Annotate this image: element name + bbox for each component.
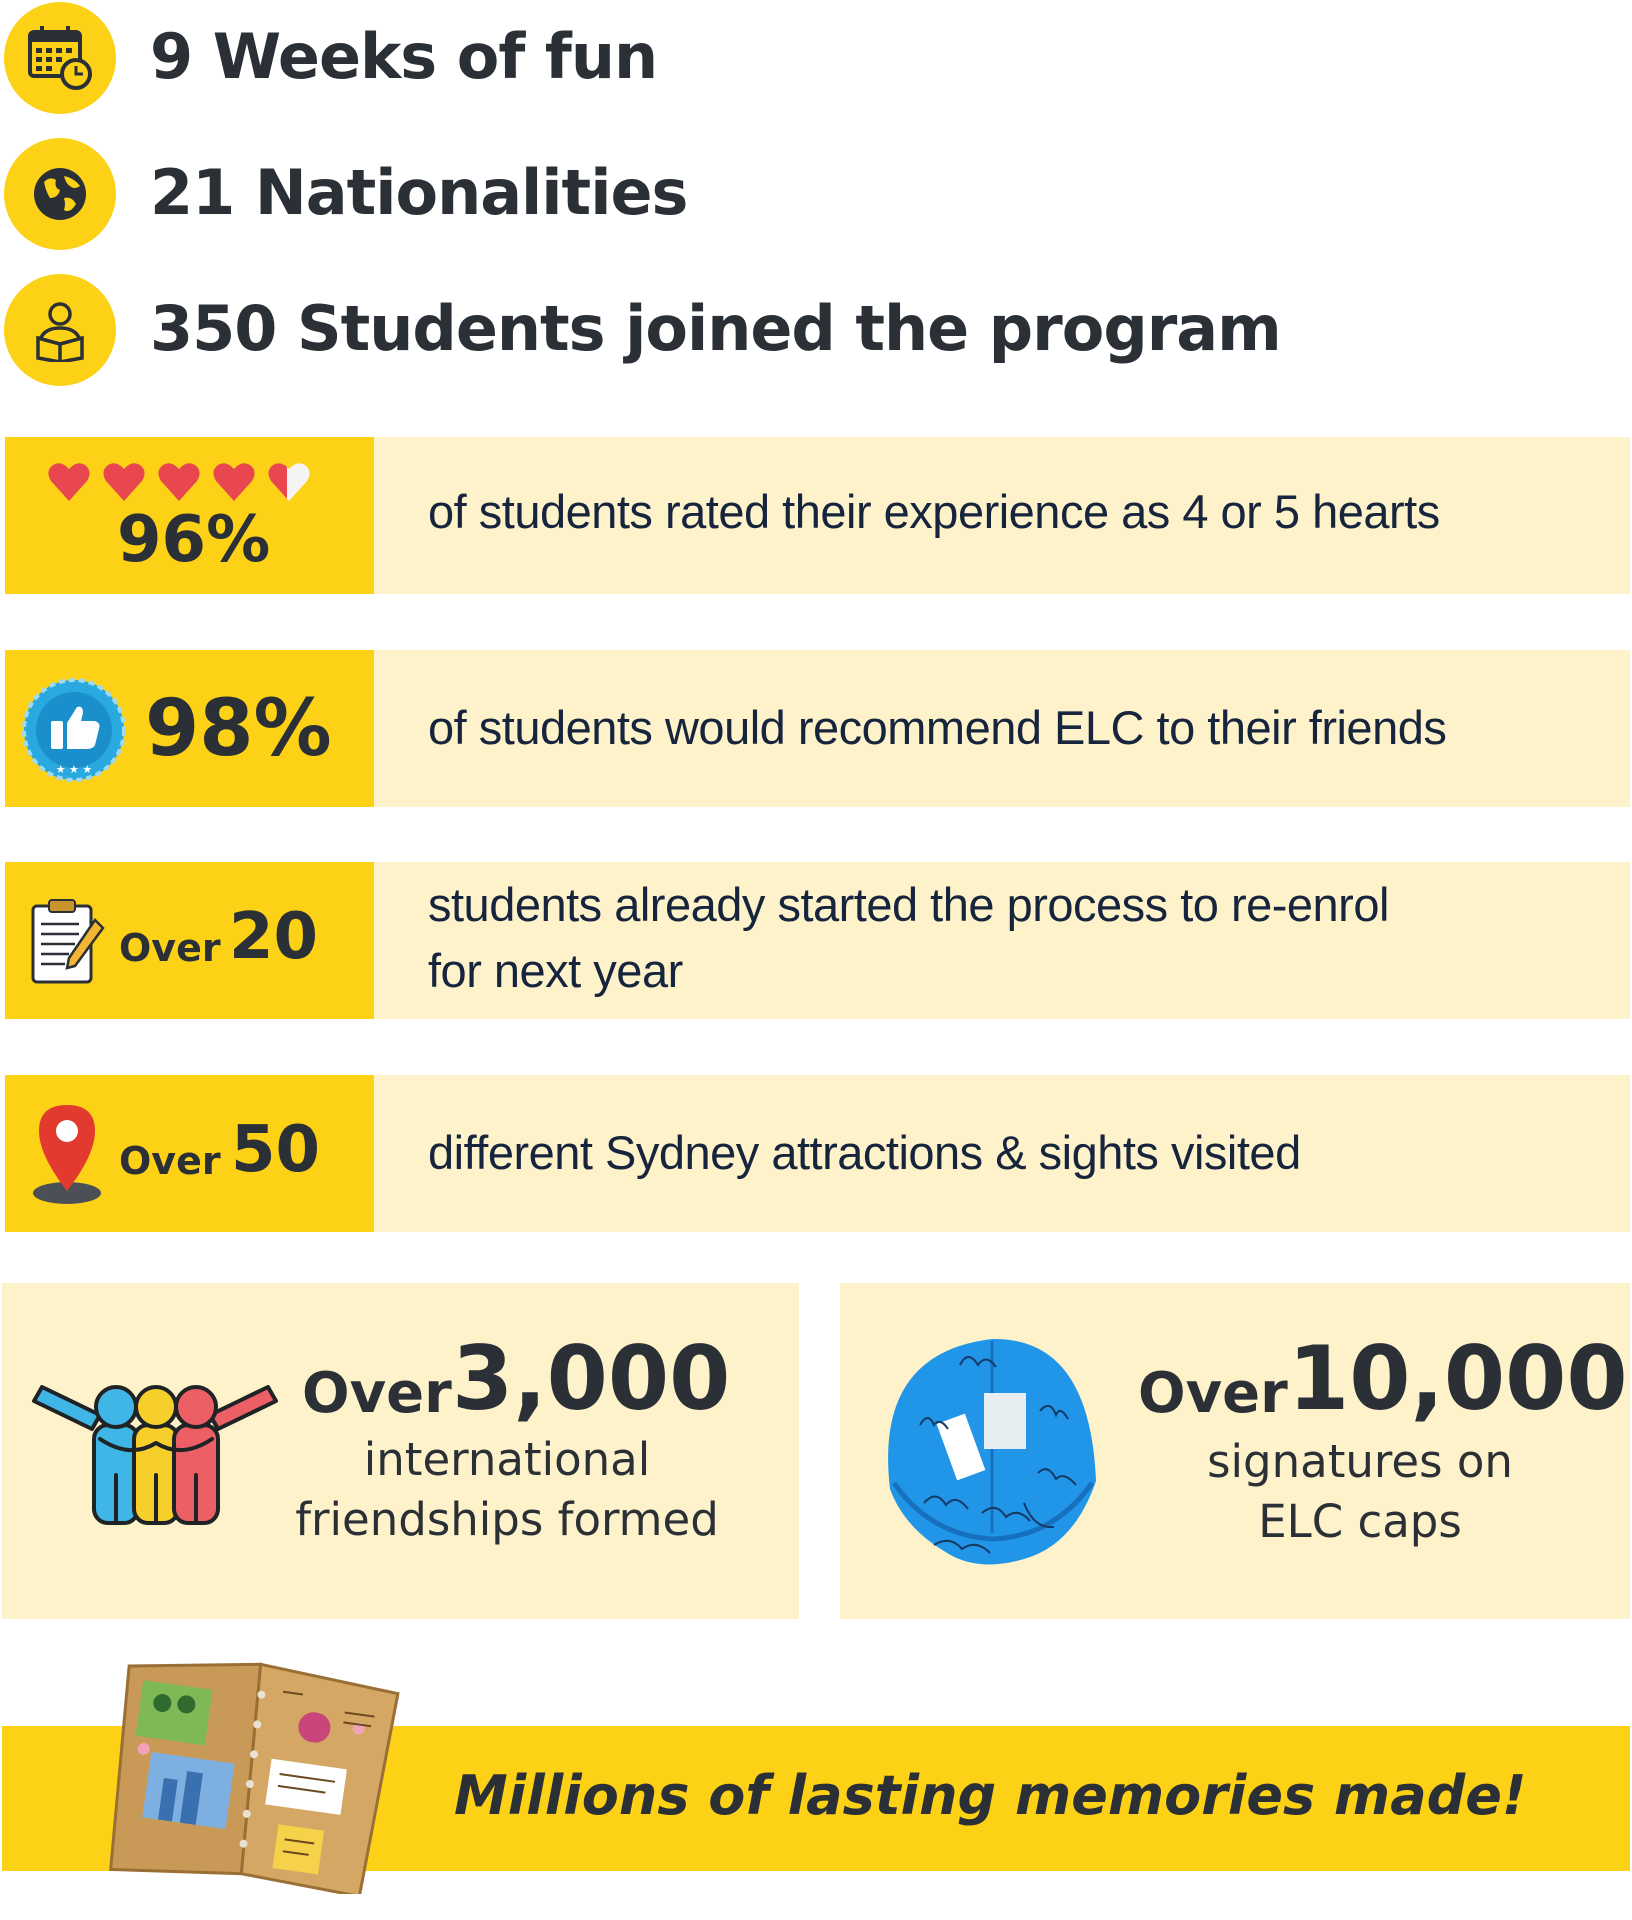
- band-highlight: [5, 1075, 374, 1232]
- caps-value: 10,000: [1288, 1327, 1628, 1430]
- caps-line2: ELC caps: [1258, 1495, 1462, 1548]
- friendships-line1: international: [363, 1433, 651, 1486]
- band-recommend: [5, 650, 1630, 807]
- panel-friendships: [2, 1283, 799, 1619]
- caps-prefix: Over: [1138, 1361, 1288, 1426]
- friends-group-icon: [30, 1375, 280, 1525]
- caps-line1: signatures on: [1207, 1435, 1513, 1488]
- svg-text:★ ★ ★: ★ ★ ★: [55, 763, 93, 776]
- band-re-enrol: [5, 862, 1630, 1019]
- student-reading-icon: [4, 274, 116, 386]
- reenrol-description-line2: for next year: [428, 944, 683, 997]
- band-highlight: [5, 862, 374, 1019]
- clipboard-pencil-icon: [29, 898, 105, 986]
- attractions-prefix: Over: [119, 1139, 221, 1183]
- friendships-value: 3,000: [452, 1327, 731, 1430]
- band-attractions: [5, 1075, 1630, 1232]
- calendar-clock-icon: [4, 2, 116, 114]
- recommend-value: 98%: [145, 684, 332, 774]
- thumbs-up-badge-icon: [21, 677, 127, 783]
- band-hearts-rating: [5, 437, 1630, 594]
- panel-caps: [840, 1283, 1630, 1619]
- friendships-line2: friendships formed: [295, 1493, 719, 1546]
- attractions-value: 50: [231, 1113, 321, 1187]
- stat-weeks: 9 Weeks of fun: [150, 20, 658, 93]
- rating-value: 96%: [117, 503, 271, 577]
- rating-description: of students rated their experience as 4 or 5 hearts: [428, 485, 1440, 538]
- attractions-description: different Sydney attractions & sights visited: [428, 1126, 1301, 1179]
- scrapbook-icon: [96, 1644, 406, 1894]
- map-pin-icon: [29, 1099, 105, 1207]
- footer-message: Millions of lasting memories made!: [454, 1764, 1527, 1827]
- reenrol-prefix: Over: [119, 926, 221, 970]
- globe-icon: [4, 138, 116, 250]
- hearts-rating-icon: [45, 457, 325, 505]
- reenrol-value: 20: [229, 900, 319, 974]
- recommend-description: of students would recommend ELC to their friends: [428, 701, 1447, 754]
- friendships-prefix: Over: [302, 1361, 452, 1426]
- stat-students: 350 Students joined the program: [150, 292, 1281, 365]
- reenrol-description-line1: students already started the process to re-enrol: [428, 878, 1389, 931]
- stat-nationalities: 21 Nationalities: [150, 156, 688, 229]
- band-highlight: [5, 650, 374, 807]
- band-highlight: [5, 437, 374, 594]
- signed-cap-image: [864, 1313, 1114, 1593]
